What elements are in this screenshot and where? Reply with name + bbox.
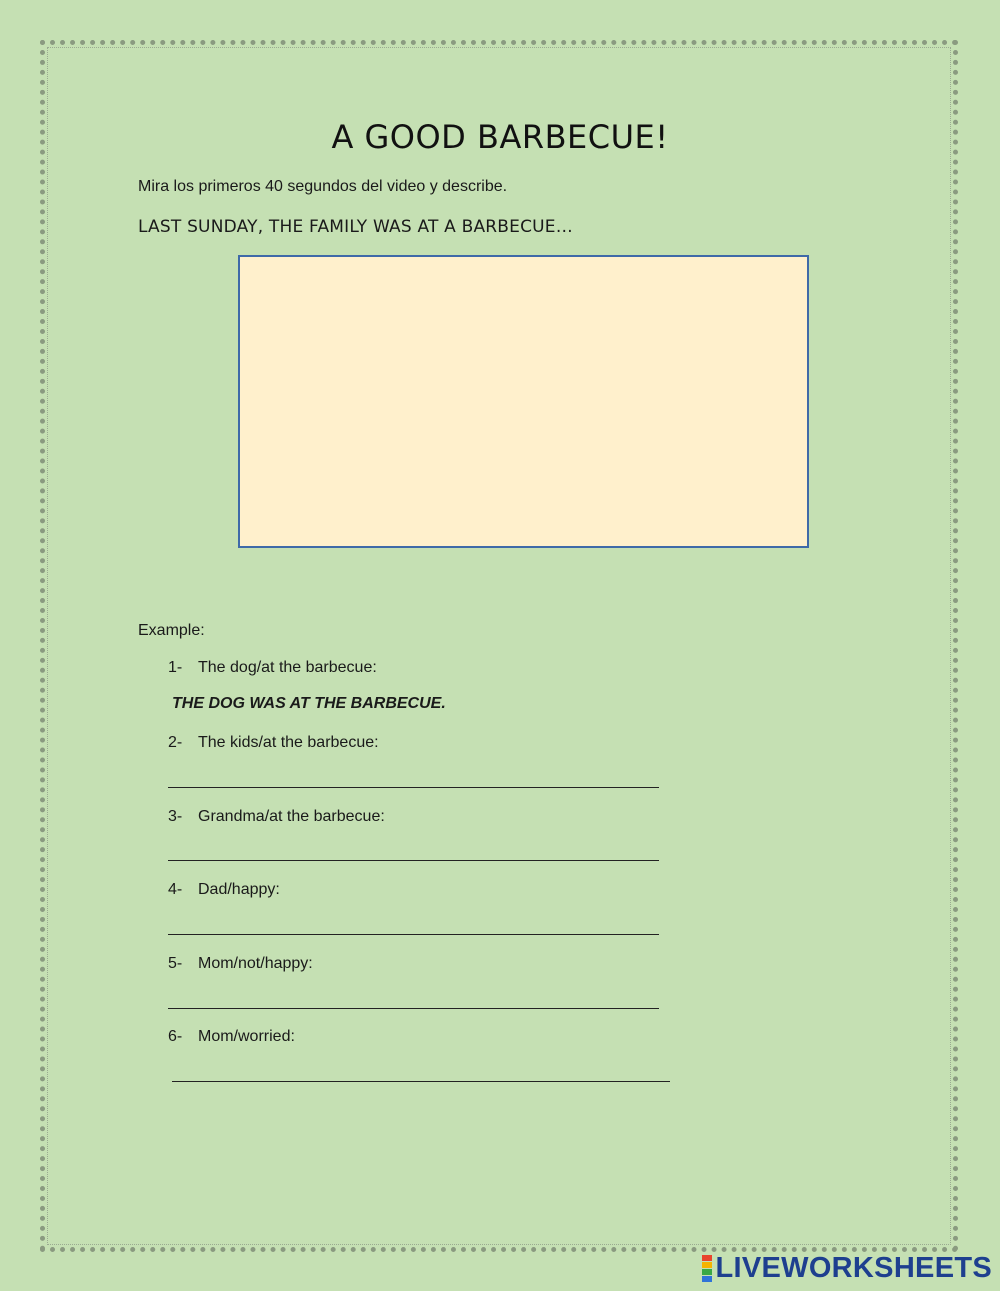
lead-sentence: LAST SUNDAY, THE FAMILY WAS AT A BARBECUE… [138,217,573,237]
question-prompt: Mom/not/happy: [198,955,313,972]
answer-line-2[interactable] [168,787,659,788]
worksheet-title: A GOOD BARBECUE! [331,118,669,156]
example-answer: THE DOG WAS AT THE BARBECUE. [172,695,446,712]
question-prompt: Mom/worried: [198,1028,295,1045]
question-number: 3- [168,808,183,825]
instruction-text: Mira los primeros 40 segundos del video y describe. [138,178,508,195]
question-item-5 [168,955,313,973]
answer-line-3[interactable] [168,860,659,861]
question-item-2 [168,734,379,752]
question-number: 2- [168,734,183,751]
question-prompt: The dog/at the barbecue: [198,659,377,676]
question-prompt: Dad/happy: [198,881,280,898]
question-item-4 [168,881,280,899]
question-item-3 [168,808,385,826]
question-number: 6- [168,1028,183,1045]
liveworksheets-logo [702,1252,993,1285]
question-number: 4- [168,881,183,898]
question-item-6 [168,1028,295,1046]
question-prompt: The kids/at the barbecue: [198,734,379,751]
example-label: Example: [138,622,205,639]
description-answer-box[interactable] [238,255,809,548]
logo-wordmark: LIVEWORKSHEETS [715,1252,992,1284]
logo-blocks-icon [702,1255,712,1282]
answer-line-4[interactable] [168,934,659,935]
question-number: 5- [168,955,183,972]
question-item-1 [168,659,377,677]
question-number: 1- [168,659,183,676]
answer-line-6[interactable] [172,1081,670,1082]
question-prompt: Grandma/at the barbecue: [198,808,385,825]
answer-line-5[interactable] [168,1008,659,1009]
